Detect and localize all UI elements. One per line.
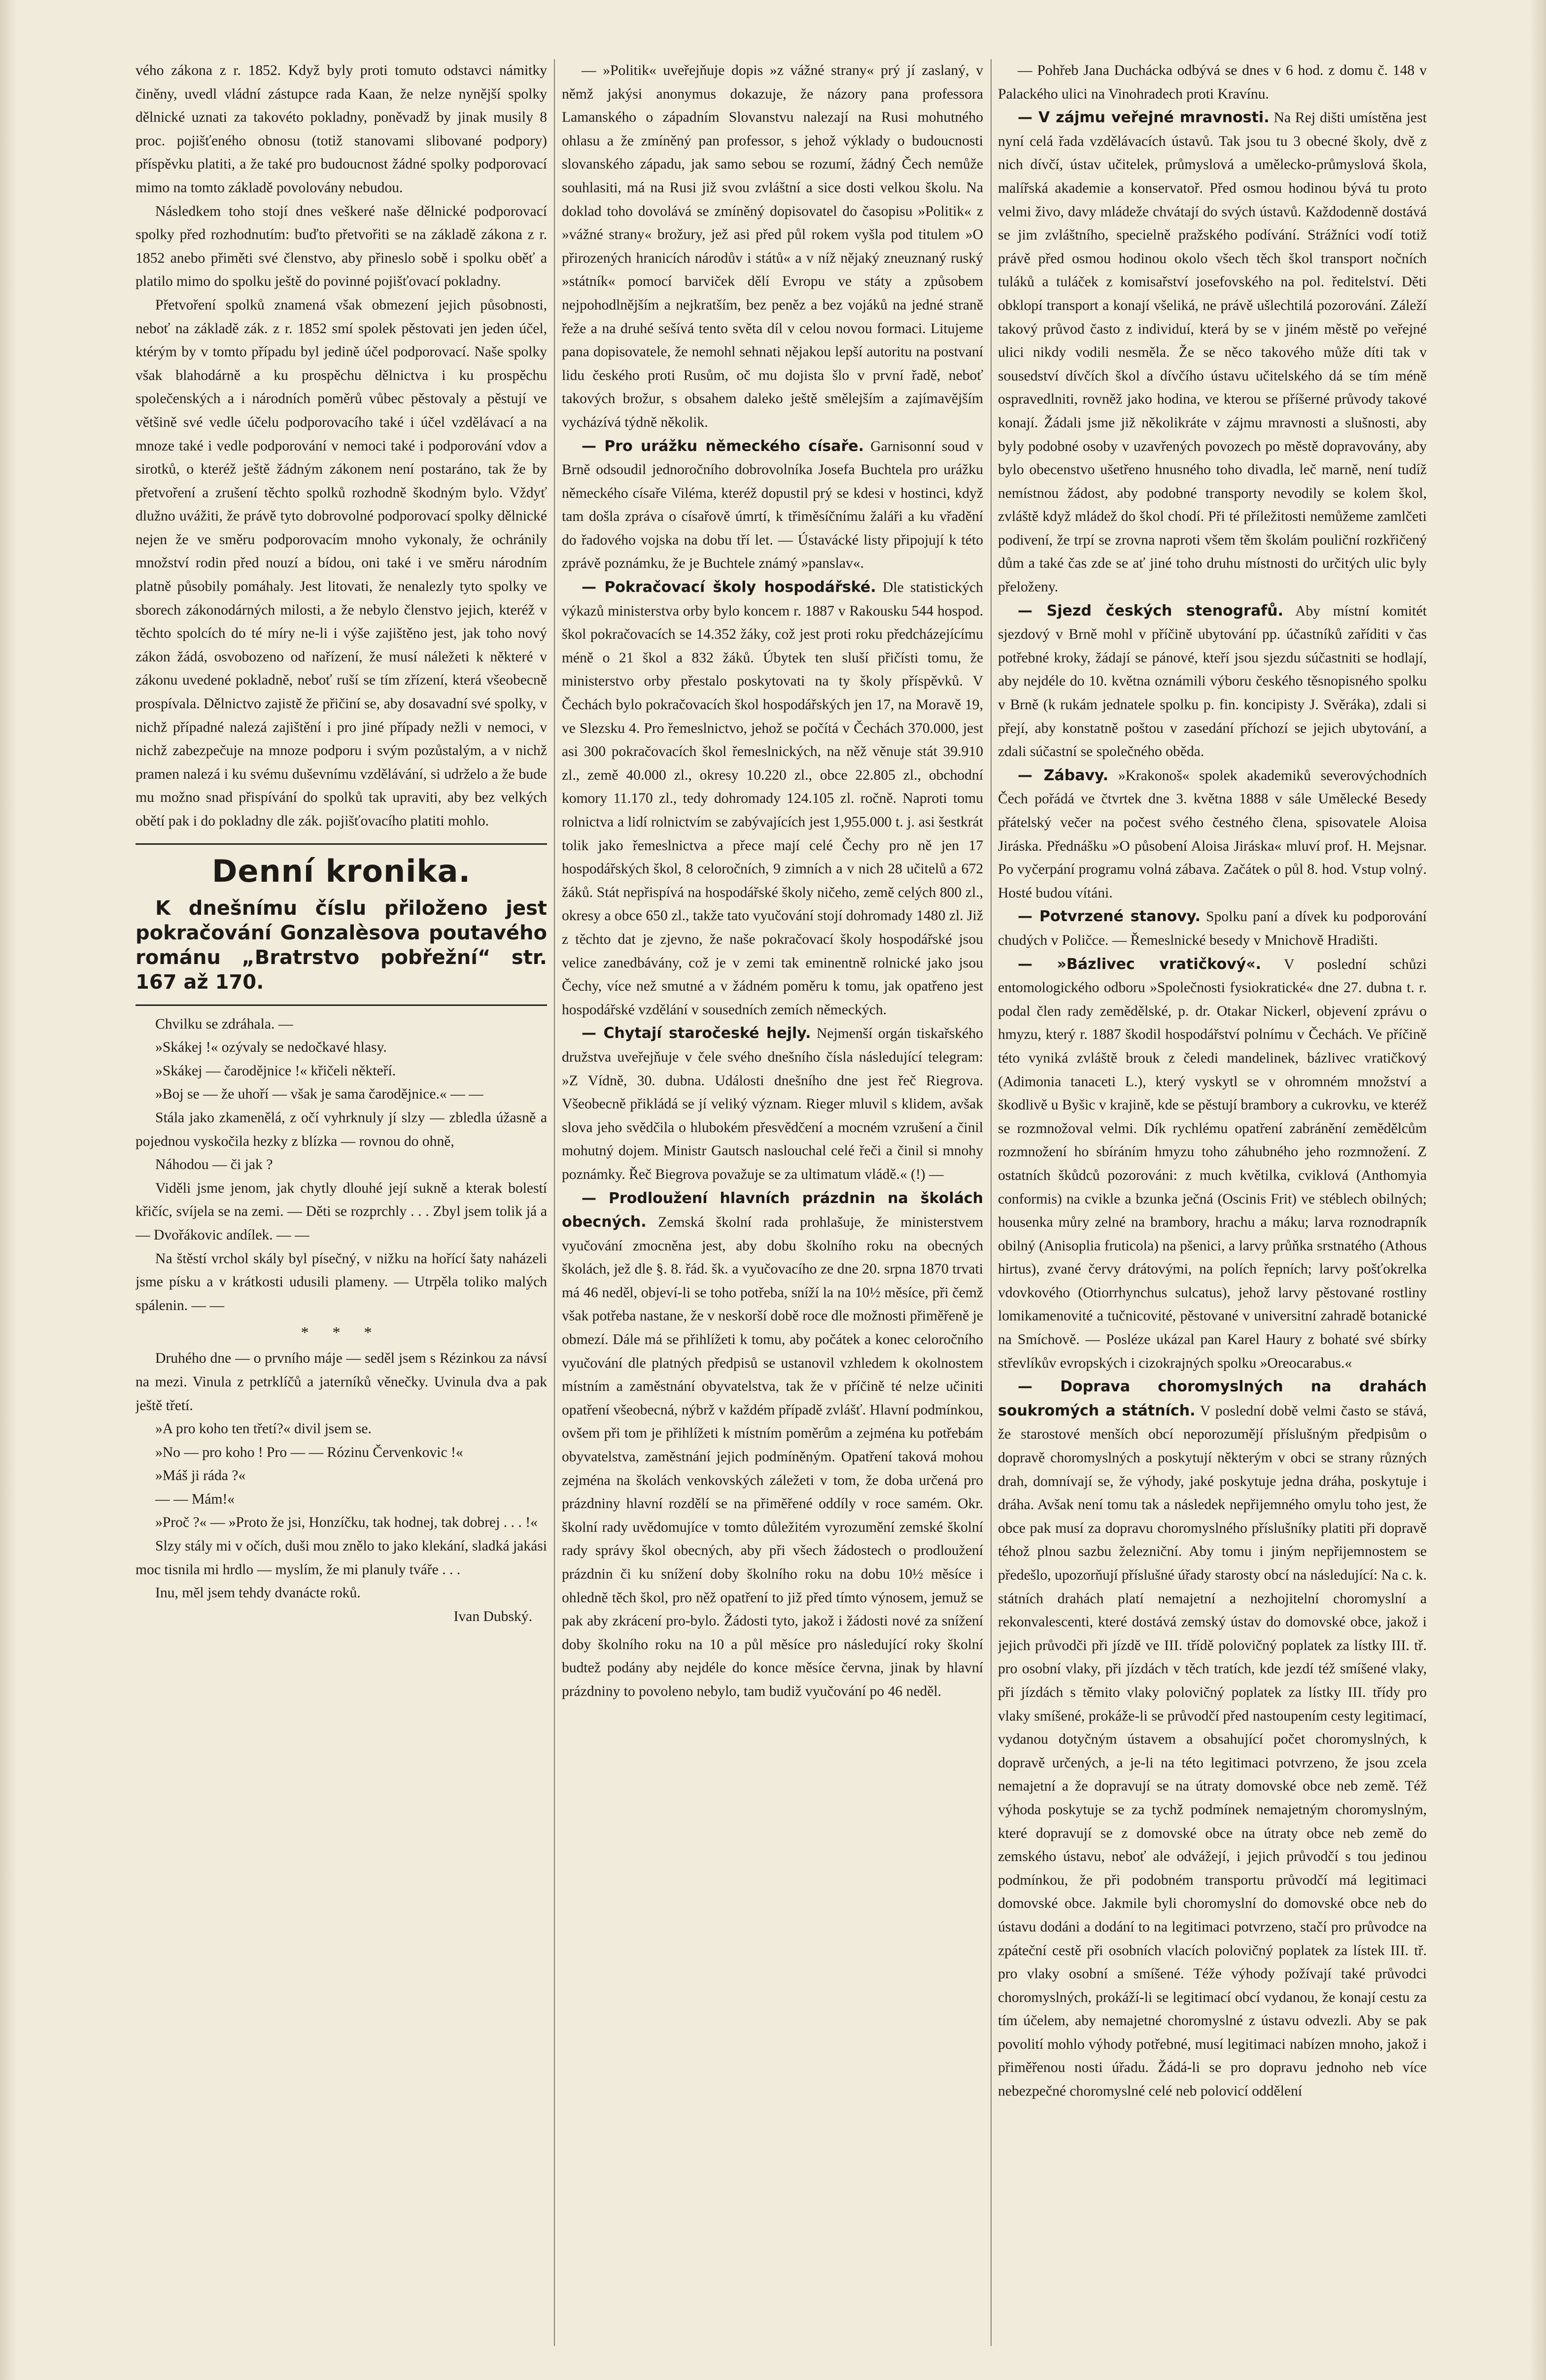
story-line: Viděli jsme jenom, jak chytly dlouhé její sukně a kterak bolestí křičíc, svíjela se na zemi. — Děti se rozprchly . . . Zbyl jsem tolik já a — Dvořákovic andílek. — —: [136, 1180, 547, 1243]
column-2: [562, 59, 983, 2346]
news-item-hejly: [562, 1022, 983, 1186]
news-item-body: Na Rej dišti umístěna jest nyní celá řada vzdělávacích ústavů. Tak jsou tu 3 obecné školy, dvě z nich dívčí, ústav učitelek, průmyslová a umělecko-průmyslová škola, malířská akademie a konservatoř. Před osmou hodinou bývá tu proto velmi živo, davy mládeže chvátají do svých ústavů. Každodenně dostává se jim zvláštního, specielně pražského podívání. Strážníci vodí totiž právě před osmou hodinou okolo všech těch škol transport nočních tuláků a tuláček z komisařství josefovského na pol. ředitelství. Děti obklopí transport a konají všeliká, ne právě ušlechtilá pozorování. Záleží takový průvod často z individuí, která by se v jiném městě po veřejné ulici nikdy vodili nesměla. Že se něco takového může díti tak v sousedství dívčích škol a dívčího ústavu učitelského dá se tím méně ospravedlniti, rovněž jako hodina, ve kterou se příšerné průvody takové konají. Žádali jsme již několikráte v zájmu mravnosti a slušnosti, aby byly podobné osoby v uzavřených povozech po městě dopravovány, aby bylo obecenstvo ušetřeno hnusného toho divadla, leč marně, není tudíž nemístnou žádost, aby podobné transporty nevodily se kolem škol, zvláště když mládež do škol chodí. Při té příležitosti nemůžeme zamlčeti podivení, že trpí se zrovna naproti všem těm školám pouliční rozkřičený dům a také čas zde se ať jiné toho druhu místnosti do určitých ulic byly přeloženy.: [998, 110, 1427, 595]
news-item-title: — Prodloužení hlavních prázdnin na školách obecných.: [562, 1189, 983, 1231]
story-line: Náhodou — či jak ?: [155, 1157, 273, 1173]
news-item-body: V poslední schůzi entomologického odboru »Společnosti fysiokratické« dne 27. dubna t. r. podal člen rady zemědělské, p. dr. Otakar Nickerl, objevení zprávu o hmyzu, který r. 1887 škodil hospodářství polnímu v Čechách. Ve příčině této vyniká zvláště brouk z čeledi mandelinek, bázlivec vratičkový (Adimonia tanaceti L.), který vyskytl se v ohromném množství a škodlivě u Byšic v krajině, kde se pěstují brambory a cukrovku, ve kteréž se rozmnožoval velmi. Dík rychlému opatření zabránění zemědělcům rozmnožení ho sbíráním hmyzu toho záhubného jeho rozmnožení. Z ostatních škůdců pozorováni: z much květilka, cviklová (Anthomyia conformis) na cvikle a bzunka ječná (Oscinis Frit) ve stéblech obilných; housenka můry zelné na brambory, hrachu a máku; larva roznodrapník obilný (Anisoplia fruticola) na pšenici, a larvy průňka srstnatého (Athous hirtus), zvané červy drátovými, na polích řepních; larvy pošťokrelka vdovkového (Otiorrhynchus sulcatus), jehož larvy pěstované rostliny lomikamenovité a tučnicovité, pěstované v universitní zahradě botanické na Smíchově. — Posléze ukázal pan Karel Haury z bohaté své sbírky střevlíkův evropských i cizokrajných spolku »Oreocarabus.«: [998, 956, 1427, 1371]
news-item-title: — Chytají staročeské hejly.: [582, 1025, 811, 1042]
story-line: »Máš ji ráda ?«: [155, 1468, 246, 1484]
story-line: Druhého dne — o prvního máje — seděl jsem s Rézinkou za návsí na mezi. Vinula z petrklíčů a jaterníků věnečky. Uvinula dva a pak ještě třetí.: [136, 1350, 547, 1414]
news-item-body: Aby místní komitét sjezdový v Brně mohl v příčině ubytování pp. účastníků zaříditi v čas potřebné kroky, žádají se pánové, kteří jsou sjezdu súčastniti se hodlají, aby nejdéle do 10. května oznámili výboru českého těsnopisného spolku v Brně (k rukám jednatele spolku p. fin. koncipisty J. Svěráka), zdali si přejí, aby konstatně poštou v zasedání příchozí se jejich ubytování, a zdali súčastní se společného oběda.: [998, 603, 1427, 760]
news-item-prazdniny: [562, 1187, 983, 1704]
news-item-stenografu: [998, 599, 1427, 764]
news-item-body: V poslední době velmi často se stává, že starostové menších obcí neporozumějí příslušným předpisům o dopravě choromyslných a poskytují některým v obci se strany různých drah, domnívají se, že výhody, jaké poskytuje jedna dráha, poskytuje i dráha. Avšak není tomu tak a následek nepřijemného omylu toho jest, že obce pak musí za dopravu choromyslného příslušníky platiti při dopravě téhož plnou sazbu železniční. Aby tomu i jiným nepřijemnostem se předešlo, upozorňují příslušné úřady starosty obcí na následující: Na c. k. státních drahách platí nemajetní a nezhojitelní choromyslní a rekonvalescenti, které dostává zemský ústav do domovské obce, jakož i jejich průvodči při jízdě ve III. třídě polovičný poplatek za lístky III. tř. pro osobní vlaky, při jízdách v těch tratích, kde jezdí též smíšené vlaky, při jízdách s těmito vlaky polovičný poplatek za lístky III. třídy pro vlaky smíšené, prokáže-li se průvodčí před nastoupením cesty legitimací, vydanou dotyčným ústavem a obsahující počet choromyslných, k dopravě určených, a je-li na této legitimaci potvrzeno, že jsou zcela nemajetní a že dopravují se na útraty domovské obce neb země. Též výhoda poskytuje se za tychž podmínek nemajetným choromyslným, které dopravují se z domovské obce na útraty obce neb země do zemského ústavu, neboť ale odvážejí, i jejich průvodčí s tou jedinou podmínkou, že při podobném transportu průvodčí má legitimaci domovské obce. Jakmile byli choromyslní do domovské obce neb do ústavu dodáni a dodání to na legitimaci potvrzeno, stačí pro průvodce na zpáteční cestě při osobních vlacích polovičný poplatek za lístek III. tř. pro vlaky osobní a smíšené. Téže výhody požívají také průvodci choromyslných, prokáží-li se legitimací obcí vydanou, že konají cestu za tím účelem, aby nemajetné choromyslné z ústavu odvezli. Aby se pak povolití mohlo výhody potřebné, musí legitimaci nabízen mnoho, jakož i přiměřenou nosti úřadu. Žádá-li se pro dopravu jednoho neb více nebezpečné choromyslné celé neb polovicí oddělení: [998, 1403, 1427, 2100]
news-item-body: Zemská školní rada prohlašuje, že ministerstvem vyučování zmocněna jest, aby dobu školního roku na obecných školách, jež dle §. 8. řád. šk. a vyučovacího ze dne 20. srpna 1870 trvati má 46 neděl, objeví-li se toho potřeba, sníží la na 10½ měsíce, při čemž však potřeba nastane, že v neskorší době roce dle možnosti přiměřeně je obmezí. Dále má se přihlížeti k tomu, aby počátek a konec celoročního vyučování dle platných předpisů se ustanovil vzhledem k okolnostem místním a zaměstnání obyvatelstva, tak že v příčině té nelze učiniti opatření všeobecná, nýbrž v každém případě zvlášť. Hlavní podmínkou, ovšem při tom je přihlížeti k místním poměrům a zejména ku potřebám obyvatelstva, zaměstnání jejich podmíněným. Opatření taková mohou zejména na školách venkovských záležeti v tom, že doba určená pro prázdniny hlavní rozdělí se na přiměřené oddíly v roce samém. Okr. školní rady uvědomujíce v tomto důležitém vyrozumění zemské školní rady správy škol obecných, aby při všech žádostech o prodloužení prázdnin či ku snížení doby školního roku na dobu 10½ měsíce i ohledně těch škol, pro něž opatření to již před tímto výnosem, jemuž se pak aby zkrácení pro-bylo. Žádosti tyto, jakož i žádosti nové za snížení doby školního roku na 10 a půl měsíce pro následující roky školní budtež podány aby nejdéle do konce měsíce června, jinak by hlavní prázdniny to povoleno nebylo, tam budiž vyučování po 46 neděl.: [562, 1214, 983, 1699]
story-line: Chvilku se zdráhala. —: [155, 1016, 293, 1032]
author-signature: Ivan Dubský.: [453, 1608, 532, 1624]
column-3: [998, 59, 1427, 2346]
story-line: Inu, měl jsem tehdy dvanácte roků.: [155, 1585, 361, 1601]
story-line: Slzy stály mi v očích, duši mou znělo to jako klekání, sladká jakási moc tisnila mi hrdlo — myslím, že mi planuly tváře . . .: [136, 1538, 547, 1578]
story-line: »Skákej — čarodějnice !« křičeli někteří.: [155, 1063, 396, 1079]
news-item-title: — Pro urážku německého císaře.: [582, 437, 864, 455]
section-divider: [136, 1004, 547, 1006]
news-item-body: Spolku paní a dívek ku podporování chudých v Poličce. — Řemeslnické besedy v Mnichově Hradišti.: [998, 909, 1427, 948]
story-line: »No — pro koho ! Pro — — Rózinu Červenkovic !«: [155, 1444, 463, 1460]
news-item-title: — Doprava choromyslných na drahách soukromých a státních.: [998, 1378, 1427, 1419]
story-line: Na štěstí vrchol skály byl písečný, v nižku na hořící šaty naházeli jsme písku a v krátkosti udusili plameny. — Utrpěla toliko malých spálenin. — —: [136, 1250, 547, 1313]
news-item-zabavy: [998, 764, 1427, 905]
news-item-vraticek: [998, 953, 1427, 1376]
news-item-title: — Zábavy.: [1018, 766, 1109, 784]
news-item-title: — V zájmu veřejné mravnosti.: [1018, 109, 1270, 127]
news-item-body: Nejmenší orgán tiskařského družstva uveřejňuje v čele svého dnešního čísla následující telegram: »Z Vídně, 30. dubna. Události dnešního dne jest řeč Riegrova. Všeobecně přikládá se jí veliký význam. Rieger mluvil s klidem, avšak slova jeho svědčila o hlubokém přesvědčení a mocném vzrušení a činil mohutný dojem. Ministr Gautsch naslouchal celé řeči a činil si mnohy poznámky. Řeč Biegrova považuje se za ultimatum vládě.« (!) —: [562, 1026, 983, 1182]
news-item-title: — Pokračovací školy hospodářské.: [582, 579, 876, 596]
column-rule: [554, 59, 555, 2346]
story-line: »Boj se — že uhoří — však je sama čarodějnice.« — —: [155, 1086, 483, 1103]
article-paragraph: Přetvoření spolků znamená však obmezení jejich působnosti, neboť na základě zák. z r. 1852 smí spolek pěstovati jen jeden účel, ktérým by v tomto případu byl jedině účel podporovací. Naše spolky však blahodárně a ku prospěchu dělnictva i ku prospěchu společenských a i národních poměrů vůbec pěstovaly a pěstují ve většině své vedle účelu podporovacího také i účel vzdělávací a na mnoze také i vedle podporování v nemoci také i podporování vdov a sirotků, o kteréž ještě žádným zákonem není postaráno, tak že by přetvoření a zrušení těchto spolků rozhodně škodným bylo. Vždyť dlužno uvážiti, že právě tyto dobrovolné podporovací spolky dělnické nejen že ve směru podporovacím mnoho vykonaly, že ochránily množství rodin před nouzí a bídou, oni také i ve směru národním platně působily pomáhaly. Jest litovati, že nenalezly tyto spolky ve sborech zákonodárných milosti, a že nebylo členstvo jejich, kteréž v těchto spolcích do té míry ne-li i výše zajištěno jest, jak toho nový zákon žádá, osvobozeno od nařízení, že musí náležeti k některé v zákonu uvedené pokladně, neboť ruší se tím zřízení, která všeobecně prospívala. Dělnictvo zajistě že přičiní se, aby dosavadní své spolky, v nichž případné nalezá zajištění i pro jiné případy nežli v nemoci, v nichž zabezpečuje na mnoze podporu i svým pozůstalým, a v nichž pramen nalezá i ku svému duševnímu vzdělávání, si udrželo a že bude mu možno snad přispívání do spolků tak upraviti, aby bez velkých obětí pak i do pokladny dle zák. pojišťovacího platiti mohlo.: [136, 297, 547, 829]
article-paragraph: vého zákona z r. 1852. Když byly proti tomuto odstavci námitky činěny, uvedl vládní zástupce rada Kaan, že nelze nynější spolky dělnické uznati za takovéto pokladny, poněvadž by jinak musily 8 proc. pojišťeného obnosu (totiž stanovami slibované podpory) příspěvku platiti, a že také pro budoucnost žádné spolky podporovací mimo na tomto základě povolovány nebudou.: [136, 63, 547, 196]
news-item-title: — Sjezd českých stenografů.: [1018, 602, 1284, 620]
news-item-body: Dle statistických výkazů ministerstva orby bylo koncem r. 1887 v Rakousku 544 hospod. škol pokračovacích se 14.352 žáky, což jest proti roku předcházejícímu méně o 21 škol a 832 žáků. Úbytek ten sluší přičísti tomu, že ministerstvo orby přestalo poskytovati na ty školy příspěvků. V Čechách bylo pokračovacích škol hospodářských jen 17, na Moravě 19, ve Slezsku 4. Pro řemeslnictvo, jehož se počítá v Čechách 370.000, jest asi 300 pokračovacích škol řemeslnických, na něž věnuje stát 39.910 zl., země 40.000 zl., okresy 10.220 zl., obce 22.805 zl., obchodní komory 11.170 zl., tedy dohromady 124.105 zl. ročně. Naproti tomu rolnictva a lidí rolnictvím se zabývajících jest 1,955.000 t. j. asi šestkrát tolik jako řemeslnictva a přece mají celé Čechy pro ně jen 17 hospodářských škol, 8 celoročních, 9 zimních a v nich 28 učitelů a 672 žáků. Stát nepřispívá na hospodářské školy ničeho, země celých 800 zl., okresy a obce 650 zl., takže tato vyučování stojí dohromady 1480 zl. Již z těchto dat je zjevno, že naše pokračovací školy hospodářské jsou velice zanedbávány, což je v zemi tak eminentně rolnické jako jsou Čechy, více než smutné a v žádném poměru k tomu, jak opatřeno jest hospodářské vzdělání v sousedních zemích německých.: [562, 580, 983, 1018]
page-edge-right: [1529, 0, 1546, 2380]
news-item-pohreb: — Pohřeb Jana Duchácka odbývá se dnes v 6 hod. z domu č. 148 v Palackého ulici na Vinohradech proti Kravínu.: [998, 63, 1427, 102]
column-rule: [991, 59, 992, 2346]
news-item-urazka: [562, 435, 983, 576]
asterism: * * *: [301, 1323, 382, 1342]
story-line: »Proč ?« — »Proto že jsi, Honzíčku, tak hodnej, tak dobrej . . . !«: [155, 1515, 538, 1531]
section-heading: Denní kronika.: [211, 853, 471, 889]
story-line: »Skákej !« ozývaly se nedočkavé hlasy.: [155, 1039, 387, 1056]
section-divider: [136, 843, 547, 845]
supplement-notice: K dnešnímu číslu přiloženo jest pokračování Gonzalèsova poutavého románu „Bratrstvo pobřežní“ str. 167 až 170.: [136, 897, 547, 994]
story-line: »A pro koho ten třetí?« divil jsem se.: [155, 1421, 372, 1437]
news-item-title: — Potvrzené stanovy.: [1018, 908, 1201, 926]
news-item-doprava: [998, 1375, 1427, 2103]
news-item-skoly: [562, 576, 983, 1022]
story-line: Stála jako zkamenělá, z očí vyhrknuly jí slzy — zbledla úžasně a pojednou vyskočila hezky z blízka — rovnou do ohně,: [136, 1109, 547, 1149]
article-paragraph: Následkem toho stojí dnes veškeré naše dělnické podporovací spolky před rozhodnutím: buďto přetvořiti se na základě zákona z r. 1852 anebo přiměti své členstvo, aby přineslo sobě i spolku oběť a platilo mimo do spolku ještě do povinné pojišťovací pokladny.: [136, 203, 547, 290]
news-item-title: — »Bázlivec vratičkový«.: [1018, 955, 1262, 973]
news-item-stanovy: [998, 905, 1427, 952]
news-item-politik: — »Politik« uveřejňuje dopis »z vážné strany« prý jí zaslaný, v němž jakýsi anonymus dokazuje, že názory pana professora Lamanského o západním Slovanstvu nalezají na Rusi mohutného ohlasu a že zmíněný pan professor, s jehož výklady o budoucnosti slovanského západu, jak samo sebou se rozumí, žádný Čech nemůže souhlasiti, má na Rusi již svou zvláštní a sice dosti velkou školu. Na doklad toho dovolává se zmíněný dopisovatel do časopisu »Politik« z »vážné strany« brožury, jež asi před půl rokem vyšla pod titulem »O přirozených hranicích národův i států« a v níž nějaký zneuznaný ruský »státník« pomocí barviček dělí Evropu ve státy a způsobem nejpohodlnějším a nejkratším, bez peněz a bez vojáků na jedné straně řeže a na druhé sešívá tento světa díl v celou novou formaci. Litujeme pana dopisovatele, že nemohl sehnati nějakou lepší autoritu na postvaní lidu českého proti Rusům, oč mu dojista šlo v první řadě, neboť takových brožur, s obsahem daleko ještě smělejším a zajímavějším vycházívá týdně několik.: [562, 63, 983, 430]
page-edge-left: [0, 0, 17, 2380]
story-line: — — Mám!«: [155, 1491, 235, 1507]
news-item-body: »Krakonoš« spolek akademiků severovýchodních Čech pořádá ve čtvrtek dne 3. května 1888 v sále Umělecké Besedy přátelský večer na počest svého čestného člena, spisovatele Aloisa Jiráska. Přednášku »O působení Aloisa Jiráska« mluví prof. H. Mejsnar. Po vyčerpání programu volná zábava. Začátek o půl 8. hod. Vstup volný. Hosté budou vítáni.: [998, 767, 1427, 901]
news-item-body: Garnisonní soud v Brně odsoudil jednoročního dobrovolníka Josefa Buchtela pro urážku německého císaře Viléma, kteréž dopustil prý se kdesi v hostinci, když tam došla zpráva o císařově úmrtí, k třiměsíčnímu žaláři a ku vřadění do řadového vojska na dobu tří let. — Ústavácké listy připojují k této zprávě poznámku, že je Buchtele známý »panslav«.: [562, 438, 983, 572]
news-item-mravnost: [998, 106, 1427, 599]
column-1: [136, 59, 547, 2346]
